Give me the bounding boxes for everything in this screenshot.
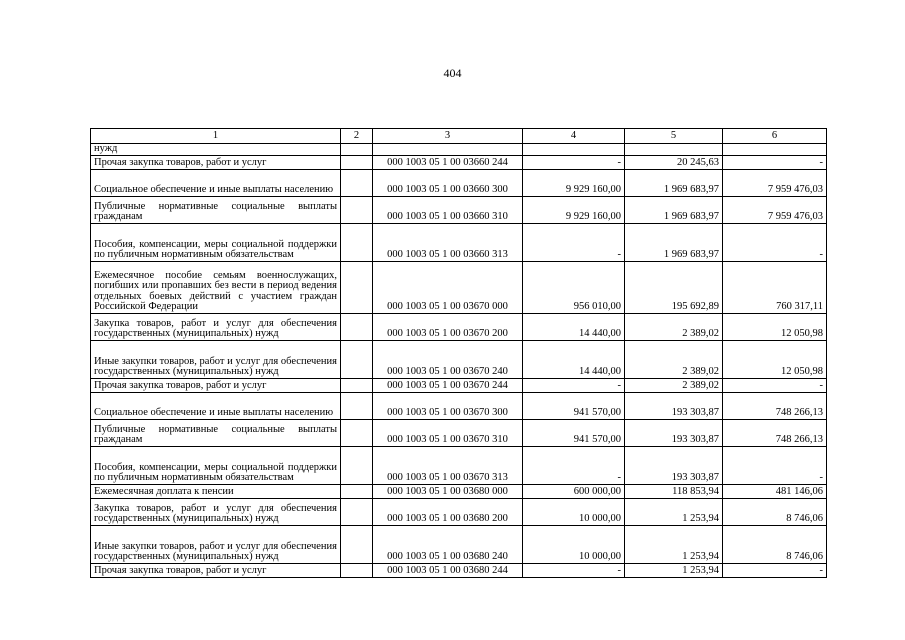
row-approved: 9 929 160,00 [523, 169, 625, 196]
row-executed: 1 969 683,97 [625, 169, 723, 196]
row-name: Закупка товаров, работ и услуг для обеспечения государственных (муниципальных) нужд [91, 498, 341, 525]
row-executed: 1 253,94 [625, 498, 723, 525]
row-col-2 [341, 498, 373, 525]
table-row [91, 261, 827, 313]
row-executed [625, 144, 723, 156]
row-executed: 193 303,87 [625, 446, 723, 484]
header-row [91, 129, 827, 144]
row-approved: - [523, 155, 625, 169]
row-executed: 20 245,63 [625, 155, 723, 169]
row-col-2 [341, 144, 373, 156]
row-col-2 [341, 484, 373, 498]
row-remaining: 760 317,11 [723, 261, 827, 313]
row-col-2 [341, 223, 373, 261]
row-name: Социальное обеспечение и иные выплаты населению [91, 392, 341, 419]
row-executed: 193 303,87 [625, 419, 723, 446]
row-remaining: - [723, 378, 827, 392]
table-row [91, 419, 827, 446]
row-name: Социальное обеспечение и иные выплаты населению [91, 169, 341, 196]
row-approved: 14 440,00 [523, 340, 625, 378]
row-executed: 2 389,02 [625, 378, 723, 392]
row-code: 000 1003 05 1 00 03680 000 [373, 484, 523, 498]
row-col-2 [341, 313, 373, 340]
row-col-2 [341, 155, 373, 169]
row-approved: 10 000,00 [523, 498, 625, 525]
row-remaining: 748 266,13 [723, 392, 827, 419]
row-remaining [723, 144, 827, 156]
row-approved: 956 010,00 [523, 261, 625, 313]
row-code: 000 1003 05 1 00 03660 310 [373, 196, 523, 223]
row-name: Ежемесячная доплата к пенсии [91, 484, 341, 498]
row-remaining: 7 959 476,03 [723, 196, 827, 223]
row-executed: 1 253,94 [625, 525, 723, 563]
row-approved: 9 929 160,00 [523, 196, 625, 223]
row-col-2 [341, 563, 373, 577]
row-executed: 193 303,87 [625, 392, 723, 419]
row-code: 000 1003 05 1 00 03670 200 [373, 313, 523, 340]
table-row [91, 378, 827, 392]
row-remaining: - [723, 563, 827, 577]
row-col-2 [341, 446, 373, 484]
row-name: Пособия, компенсации, меры социальной поддержки по публичным нормативным обязательствам [91, 223, 341, 261]
row-name: Прочая закупка товаров, работ и услуг [91, 378, 341, 392]
page-number: 404 [443, 66, 462, 80]
row-name: Пособия, компенсации, меры социальной поддержки по публичным нормативным обязательствам [91, 446, 341, 484]
row-name: Закупка товаров, работ и услуг для обеспечения государственных (муниципальных) нужд [91, 313, 341, 340]
row-executed: 1 969 683,97 [625, 223, 723, 261]
header-col-1: 1 [91, 129, 341, 144]
row-remaining: - [723, 446, 827, 484]
row-name: Прочая закупка товаров, работ и услуг [91, 155, 341, 169]
row-executed: 1 969 683,97 [625, 196, 723, 223]
row-name: Ежемесячное пособие семьям военнослужащих, погибших или пропавших без вести в период ведения отдельных боевых действий с участием граждан Российской Федерации [91, 261, 341, 313]
row-col-2 [341, 392, 373, 419]
header-col-5: 5 [625, 129, 723, 144]
row-col-2 [341, 378, 373, 392]
row-remaining: 481 146,06 [723, 484, 827, 498]
row-code: 000 1003 05 1 00 03670 300 [373, 392, 523, 419]
table-row [91, 169, 827, 196]
row-name: Публичные нормативные социальные выплаты гражданам [91, 419, 341, 446]
row-remaining: 8 746,06 [723, 498, 827, 525]
table-row [91, 313, 827, 340]
budget-table [90, 128, 827, 578]
row-code: 000 1003 05 1 00 03670 000 [373, 261, 523, 313]
header-col-3: 3 [373, 129, 523, 144]
row-col-2 [341, 340, 373, 378]
row-approved: 14 440,00 [523, 313, 625, 340]
row-col-2 [341, 261, 373, 313]
row-approved: 10 000,00 [523, 525, 625, 563]
table-row [91, 563, 827, 577]
row-name: нужд [91, 144, 341, 156]
table-row [91, 484, 827, 498]
row-remaining: 12 050,98 [723, 340, 827, 378]
row-remaining: 12 050,98 [723, 313, 827, 340]
row-code: 000 1003 05 1 00 03670 244 [373, 378, 523, 392]
row-col-2 [341, 169, 373, 196]
row-approved: - [523, 223, 625, 261]
row-code: 000 1003 05 1 00 03660 300 [373, 169, 523, 196]
table-row [91, 196, 827, 223]
table-row [91, 498, 827, 525]
row-col-2 [341, 419, 373, 446]
row-approved: - [523, 563, 625, 577]
row-executed: 2 389,02 [625, 340, 723, 378]
row-remaining: - [723, 155, 827, 169]
header-col-2: 2 [341, 129, 373, 144]
row-col-2 [341, 196, 373, 223]
row-col-2 [341, 525, 373, 563]
row-approved: 941 570,00 [523, 419, 625, 446]
row-approved: 941 570,00 [523, 392, 625, 419]
row-approved [523, 144, 625, 156]
table-row [91, 155, 827, 169]
row-remaining: 748 266,13 [723, 419, 827, 446]
row-code: 000 1003 05 1 00 03660 244 [373, 155, 523, 169]
row-code: 000 1003 05 1 00 03680 244 [373, 563, 523, 577]
row-code: 000 1003 05 1 00 03680 240 [373, 525, 523, 563]
row-executed: 1 253,94 [625, 563, 723, 577]
header-col-6: 6 [723, 129, 827, 144]
row-approved: - [523, 378, 625, 392]
row-executed: 118 853,94 [625, 484, 723, 498]
header-col-4: 4 [523, 129, 625, 144]
row-name: Публичные нормативные социальные выплаты гражданам [91, 196, 341, 223]
table-row [91, 392, 827, 419]
row-remaining: - [723, 223, 827, 261]
table-row [91, 525, 827, 563]
table-row [91, 223, 827, 261]
row-name: Иные закупки товаров, работ и услуг для обеспечения государственных (муниципальных) нужд [91, 340, 341, 378]
table-row [91, 340, 827, 378]
row-remaining: 8 746,06 [723, 525, 827, 563]
row-approved: - [523, 446, 625, 484]
row-code: 000 1003 05 1 00 03680 200 [373, 498, 523, 525]
row-code: 000 1003 05 1 00 03670 313 [373, 446, 523, 484]
table-row [91, 144, 827, 156]
row-executed: 2 389,02 [625, 313, 723, 340]
row-code: 000 1003 05 1 00 03670 240 [373, 340, 523, 378]
row-code [373, 144, 523, 156]
row-code: 000 1003 05 1 00 03670 310 [373, 419, 523, 446]
row-name: Прочая закупка товаров, работ и услуг [91, 563, 341, 577]
row-executed: 195 692,89 [625, 261, 723, 313]
row-name: Иные закупки товаров, работ и услуг для обеспечения государственных (муниципальных) нужд [91, 525, 341, 563]
row-code: 000 1003 05 1 00 03660 313 [373, 223, 523, 261]
table-row [91, 446, 827, 484]
row-approved: 600 000,00 [523, 484, 625, 498]
row-remaining: 7 959 476,03 [723, 169, 827, 196]
